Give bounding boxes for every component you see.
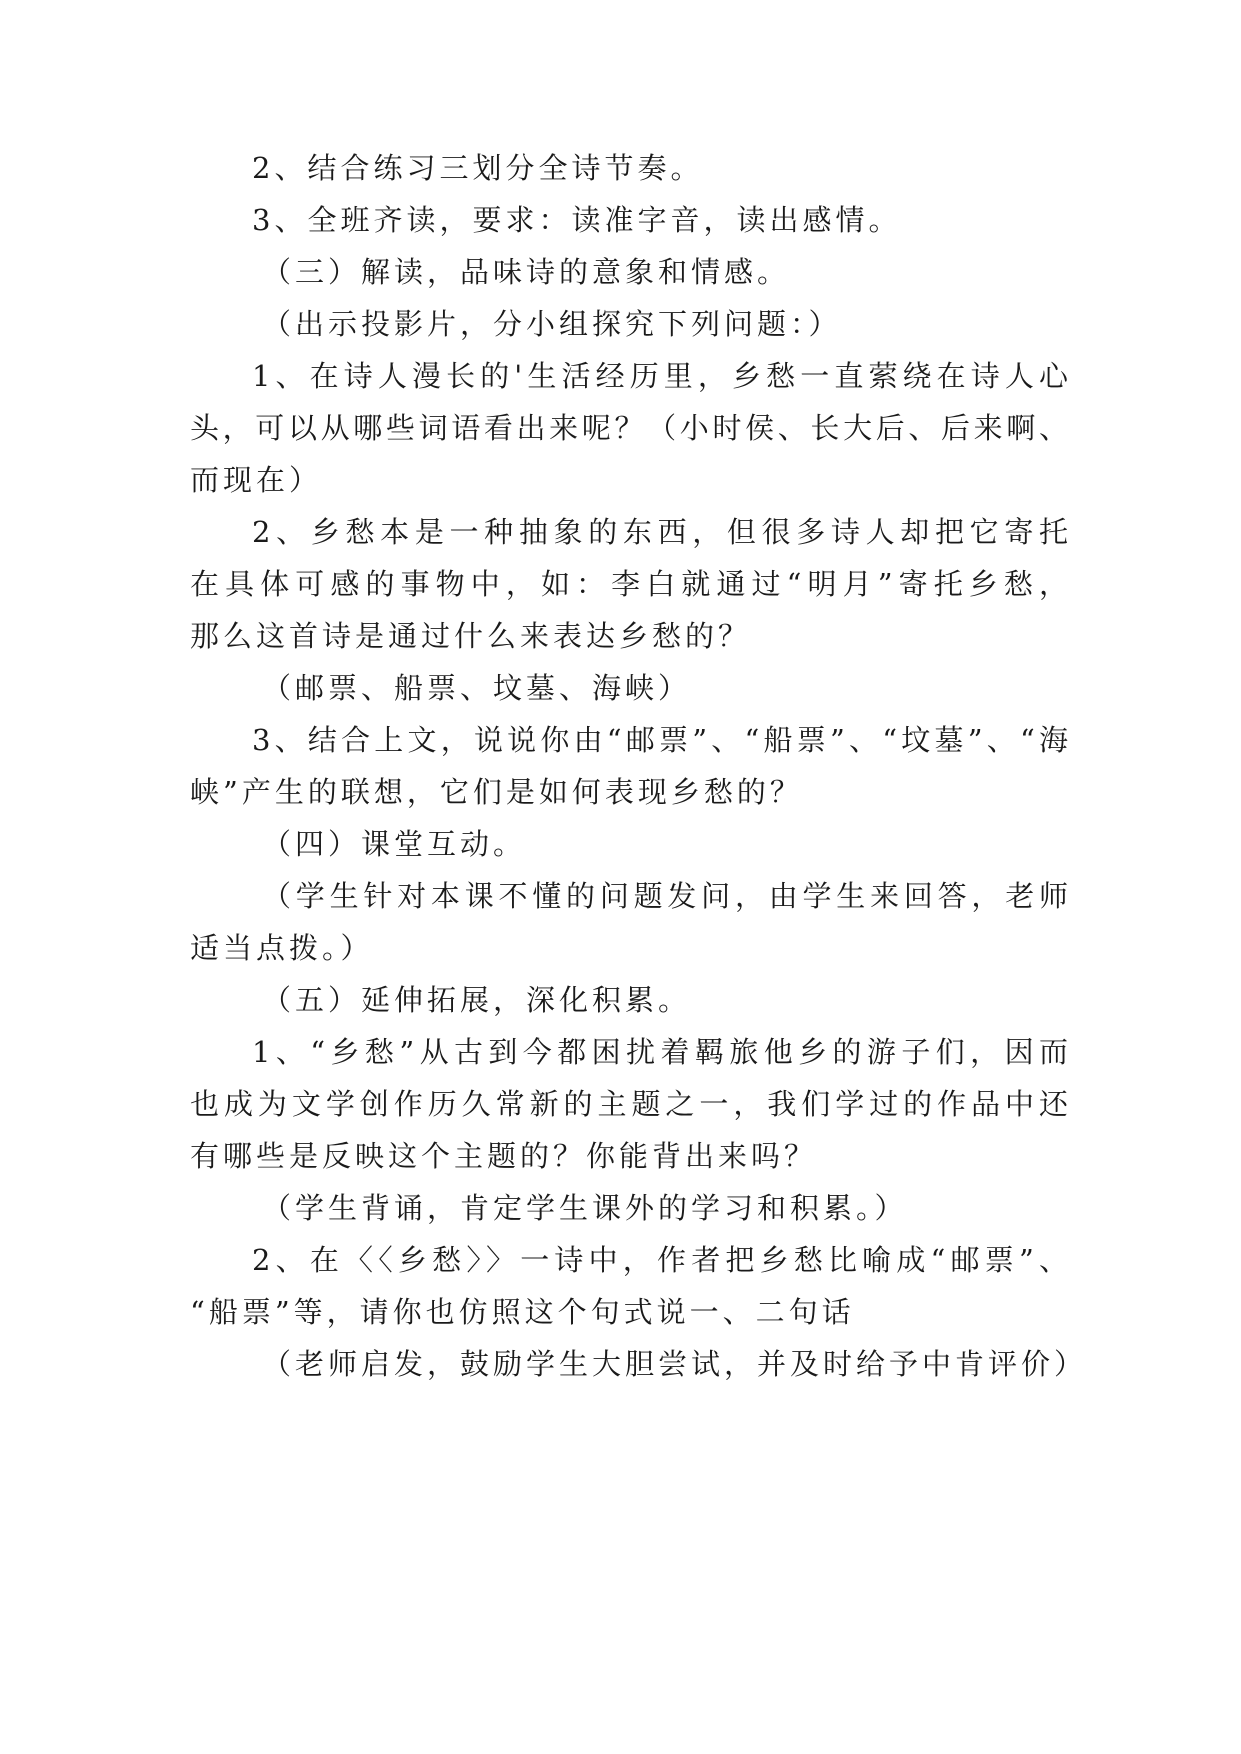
paragraph-line: 2、结合练习三划分全诗节奏。 [252,151,704,185]
paragraph-line: 1、在诗人漫长的'生活经历里，乡愁一直萦绕在诗人心 [252,359,1070,393]
paragraph-line: 而现在） [190,463,323,497]
paragraph-line: 1、“乡愁”从古到今都困扰着羁旅他乡的游子们，因而 [252,1035,1070,1069]
paragraph-line: 2、在〈〈乡愁〉〉一诗中，作者把乡愁比喻成“邮票”、 [252,1243,1070,1277]
paragraph-line: 适当点拨。） [190,931,374,965]
paragraph-line: 3、全班齐读，要求：读准字音，读出感情。 [252,203,902,237]
paragraph-line: 有哪些是反映这个主题的？你能背出来吗？ [190,1139,818,1173]
section-heading: （五）延伸拓展，深化积累。 [262,983,692,1017]
paragraph-line: （老师启发，鼓励学生大胆尝试，并及时给予中肯评价） [262,1347,1088,1381]
paragraph-line: “船票”等，请你也仿照这个句式说一、二句话 [190,1295,855,1329]
paragraph-line: （邮票、船票、坟墓、海峡） [262,671,692,705]
section-heading: （三）解读，品味诗的意象和情感。 [262,255,791,289]
paragraph-line: （学生针对本课不懂的问题发问，由学生来回答，老师 [262,879,1070,913]
paragraph-line: 在具体可感的事物中，如：李白就通过“明月”寄托乡愁， [190,567,1070,601]
paragraph-line: 峡”产生的联想，它们是如何表现乡愁的？ [190,775,803,809]
paragraph-line: 2、乡愁本是一种抽象的东西，但很多诗人却把它寄托 [252,515,1070,549]
paragraph-line: （学生背诵，肯定学生课外的学习和积累。） [262,1191,908,1225]
paragraph-line: 也成为文学创作历久常新的主题之一，我们学过的作品中还 [190,1087,1070,1121]
paragraph-line: 头，可以从哪些词语看出来呢？（小时侯、长大后、后来啊、 [190,411,1070,445]
paragraph-line: 3、结合上文，说说你由“邮票”、“船票”、“坟墓”、“海 [252,723,1070,757]
section-heading: （四）课堂互动。 [262,827,527,861]
paragraph-line: （出示投影片，分小组探究下列问题：） [262,307,842,341]
paragraph-line: 那么这首诗是通过什么来表达乡愁的？ [190,619,752,653]
